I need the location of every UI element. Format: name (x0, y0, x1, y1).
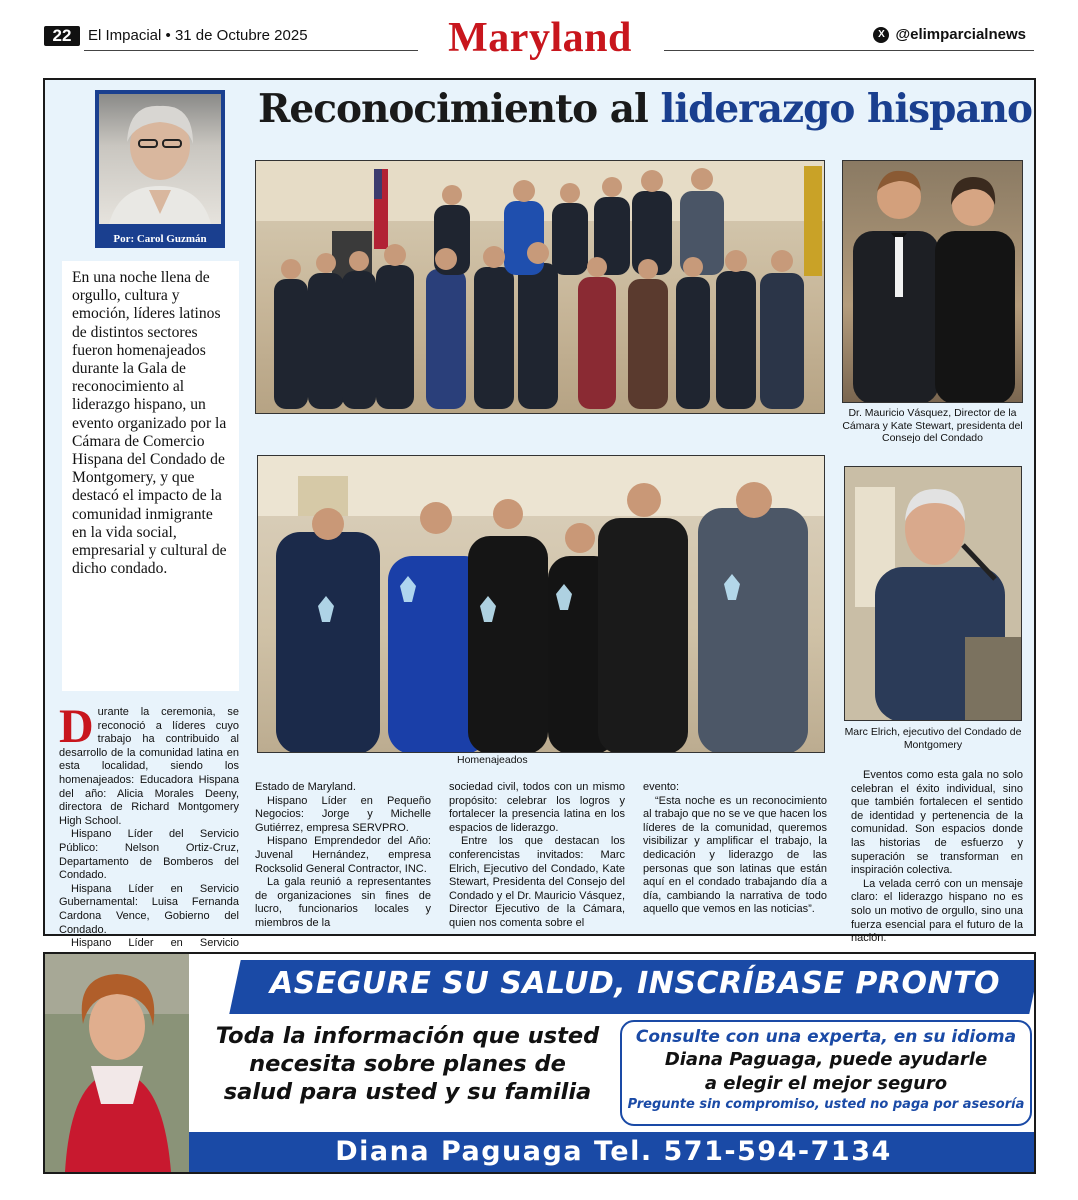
col5-p2: La velada cerró con un mensaje claro: el liderazgo hispano no es solo un motivo de orgullo, sino una fuerza esencial para el futuro de la nación. (851, 877, 1023, 945)
ad-left-box (210, 1022, 605, 1128)
group-photo (255, 160, 825, 414)
col1-p3: Hispana Líder en Servicio Gubernamental: Luisa Fernanda Cardona Vence, Gobierno del Condado. (59, 882, 239, 936)
col2-p1: Hispano Líder en Pequeño Negocios: Jorge y Michelle Gutiérrez, empresa SERVPRO. (255, 794, 431, 834)
intro-text: En una noche llena de orgullo, cultura y emoción, líderes latinos de distintos sectores fueron homenajeados durante la Gala de reconocimiento al liderazgo hispano, un evento organizado por la Cámara de Comercio Hispana del Condado de Montgomery, y que destacó el impacto de la comunidad inmigrante en la vida social, empresarial y cultural de dicho condado. (72, 269, 227, 578)
publication-info: El Impacial • 31 de Octubre 2025 (88, 27, 308, 44)
insurance-ad[interactable] (43, 952, 1036, 1174)
photo2-caption: Dr. Mauricio Vásquez, Director de la Cámara y Kate Stewart, presidenta del Consejo del Condado (842, 407, 1023, 444)
article (43, 78, 1036, 950)
headline (258, 86, 1033, 132)
col1-p1: urante la ceremonia, se reconoció a líderes cuyo trabajo ha contribuido al desarrollo de la comunidad latina en esta localidad, siendo los homenajeados: Educadora Hispana del año: Alicia Morales Deeny, directora de Richard Montgomery High School. (59, 706, 239, 827)
author-byline: Por: Carol Guzmán (113, 233, 207, 245)
article-column-3 (449, 781, 625, 931)
header-rule-left (84, 50, 418, 51)
ad-left-line2: necesita sobre planes de (249, 1051, 566, 1077)
article-column-4 (643, 781, 827, 917)
headline-part2: liderazgo hispano (660, 86, 1033, 132)
col5-p1: Eventos como esta gala no solo celebran el éxito individual, sino que también fortalecen el sentido de identidad y pertenencia de la comunidad. Son espacios donde las historias de esfuerzo y superación se transforman en inspiración colectiva. (851, 769, 1023, 877)
author-box (95, 90, 225, 248)
header-rule-right (664, 50, 1034, 51)
col1-p2: Hispano Líder del Servicio Público: Nelson Ortiz-Cruz, Departamento de Bomberos del Condado. (59, 828, 239, 882)
ad-agent-photo (45, 954, 189, 1172)
honorees-photo (257, 455, 825, 753)
section-title: Maryland (448, 15, 632, 61)
headline-part1: Reconocimiento al (258, 86, 661, 132)
ad-right-box (620, 1020, 1032, 1126)
ad-right-line2: Diana Paguaga, puede ayudarle (664, 1049, 988, 1070)
ad-right-line3: a elegir el mejor seguro (704, 1073, 948, 1094)
article-column-2 (255, 781, 431, 931)
col3-p0: sociedad civil, todos con un mismo propósito: celebrar los logros y fortalecer la presencia latina en los espacios de liderazgo. (449, 781, 625, 834)
col3-p1: Entre los que destacan los conferencistas invitados: Marc Elrich, Ejecutivo del Condado, Kate Stewart, Presidenta del Consejo del Condado y el Dr. Mauricio Vásquez, Director Ejecutivo de la Cámara, quien nos comenta sobre el (449, 835, 625, 929)
dropcap: D (59, 700, 94, 753)
photo4-caption: Marc Elrich, ejecutivo del Condado de Montgomery (844, 726, 1022, 751)
col2-p3: La gala reunió a representantes de organizaciones sin fines de lucro, funcionarios locales y miembros de la (255, 876, 431, 929)
page-header (0, 0, 1078, 72)
col2-p0: Estado de Maryland. (255, 781, 356, 793)
photo3-caption: Homenajeados (457, 754, 528, 766)
article-column-5 (851, 769, 1023, 946)
social-handle-text: @elimparcialnews (895, 26, 1026, 43)
social-handle[interactable] (873, 26, 1026, 43)
col4-p1: “Esta noche es un reconocimiento al trabajo que no se ve que hacen los líderes de la comunidad, queremos visibilizar y amplificar el trabajo, la dedicación y liderazgo de las personas que son latinas que están aquí en el condado trabajando día a día, cambiando la narrativa de todo aquello que vemos en las noticias”. (643, 794, 827, 916)
author-photo (99, 94, 221, 224)
page-number: 22 (44, 26, 80, 46)
ad-right-line1: Consulte con una experta, en su idioma (635, 1027, 1017, 1047)
col2-p2: Hispano Emprendedor del Año: Juvenal Hernández, empresa Rocksolid General Contractor, INC. (255, 835, 431, 875)
couple-photo (842, 160, 1023, 403)
ad-banner-text: ASEGURE SU SALUD, INSCRÍBASE PRONTO (269, 966, 1001, 1001)
col4-p0: evento: (643, 781, 680, 793)
speaker-photo (844, 466, 1022, 721)
col1-p4: Hispano Líder en Servicio (71, 937, 239, 950)
intro-box (62, 261, 239, 691)
ad-left-line3: salud para usted y su familia (223, 1079, 592, 1105)
article-column-1 (59, 700, 239, 978)
x-logo-icon: X (873, 27, 889, 43)
ad-right-line4: Pregunte sin compromiso, usted no paga por asesoría (627, 1097, 1025, 1112)
ad-left-line1: Toda la información que usted (215, 1023, 600, 1049)
ad-phone-footer[interactable]: Diana Paguaga Tel. 571-594-7134 (189, 1132, 1036, 1172)
